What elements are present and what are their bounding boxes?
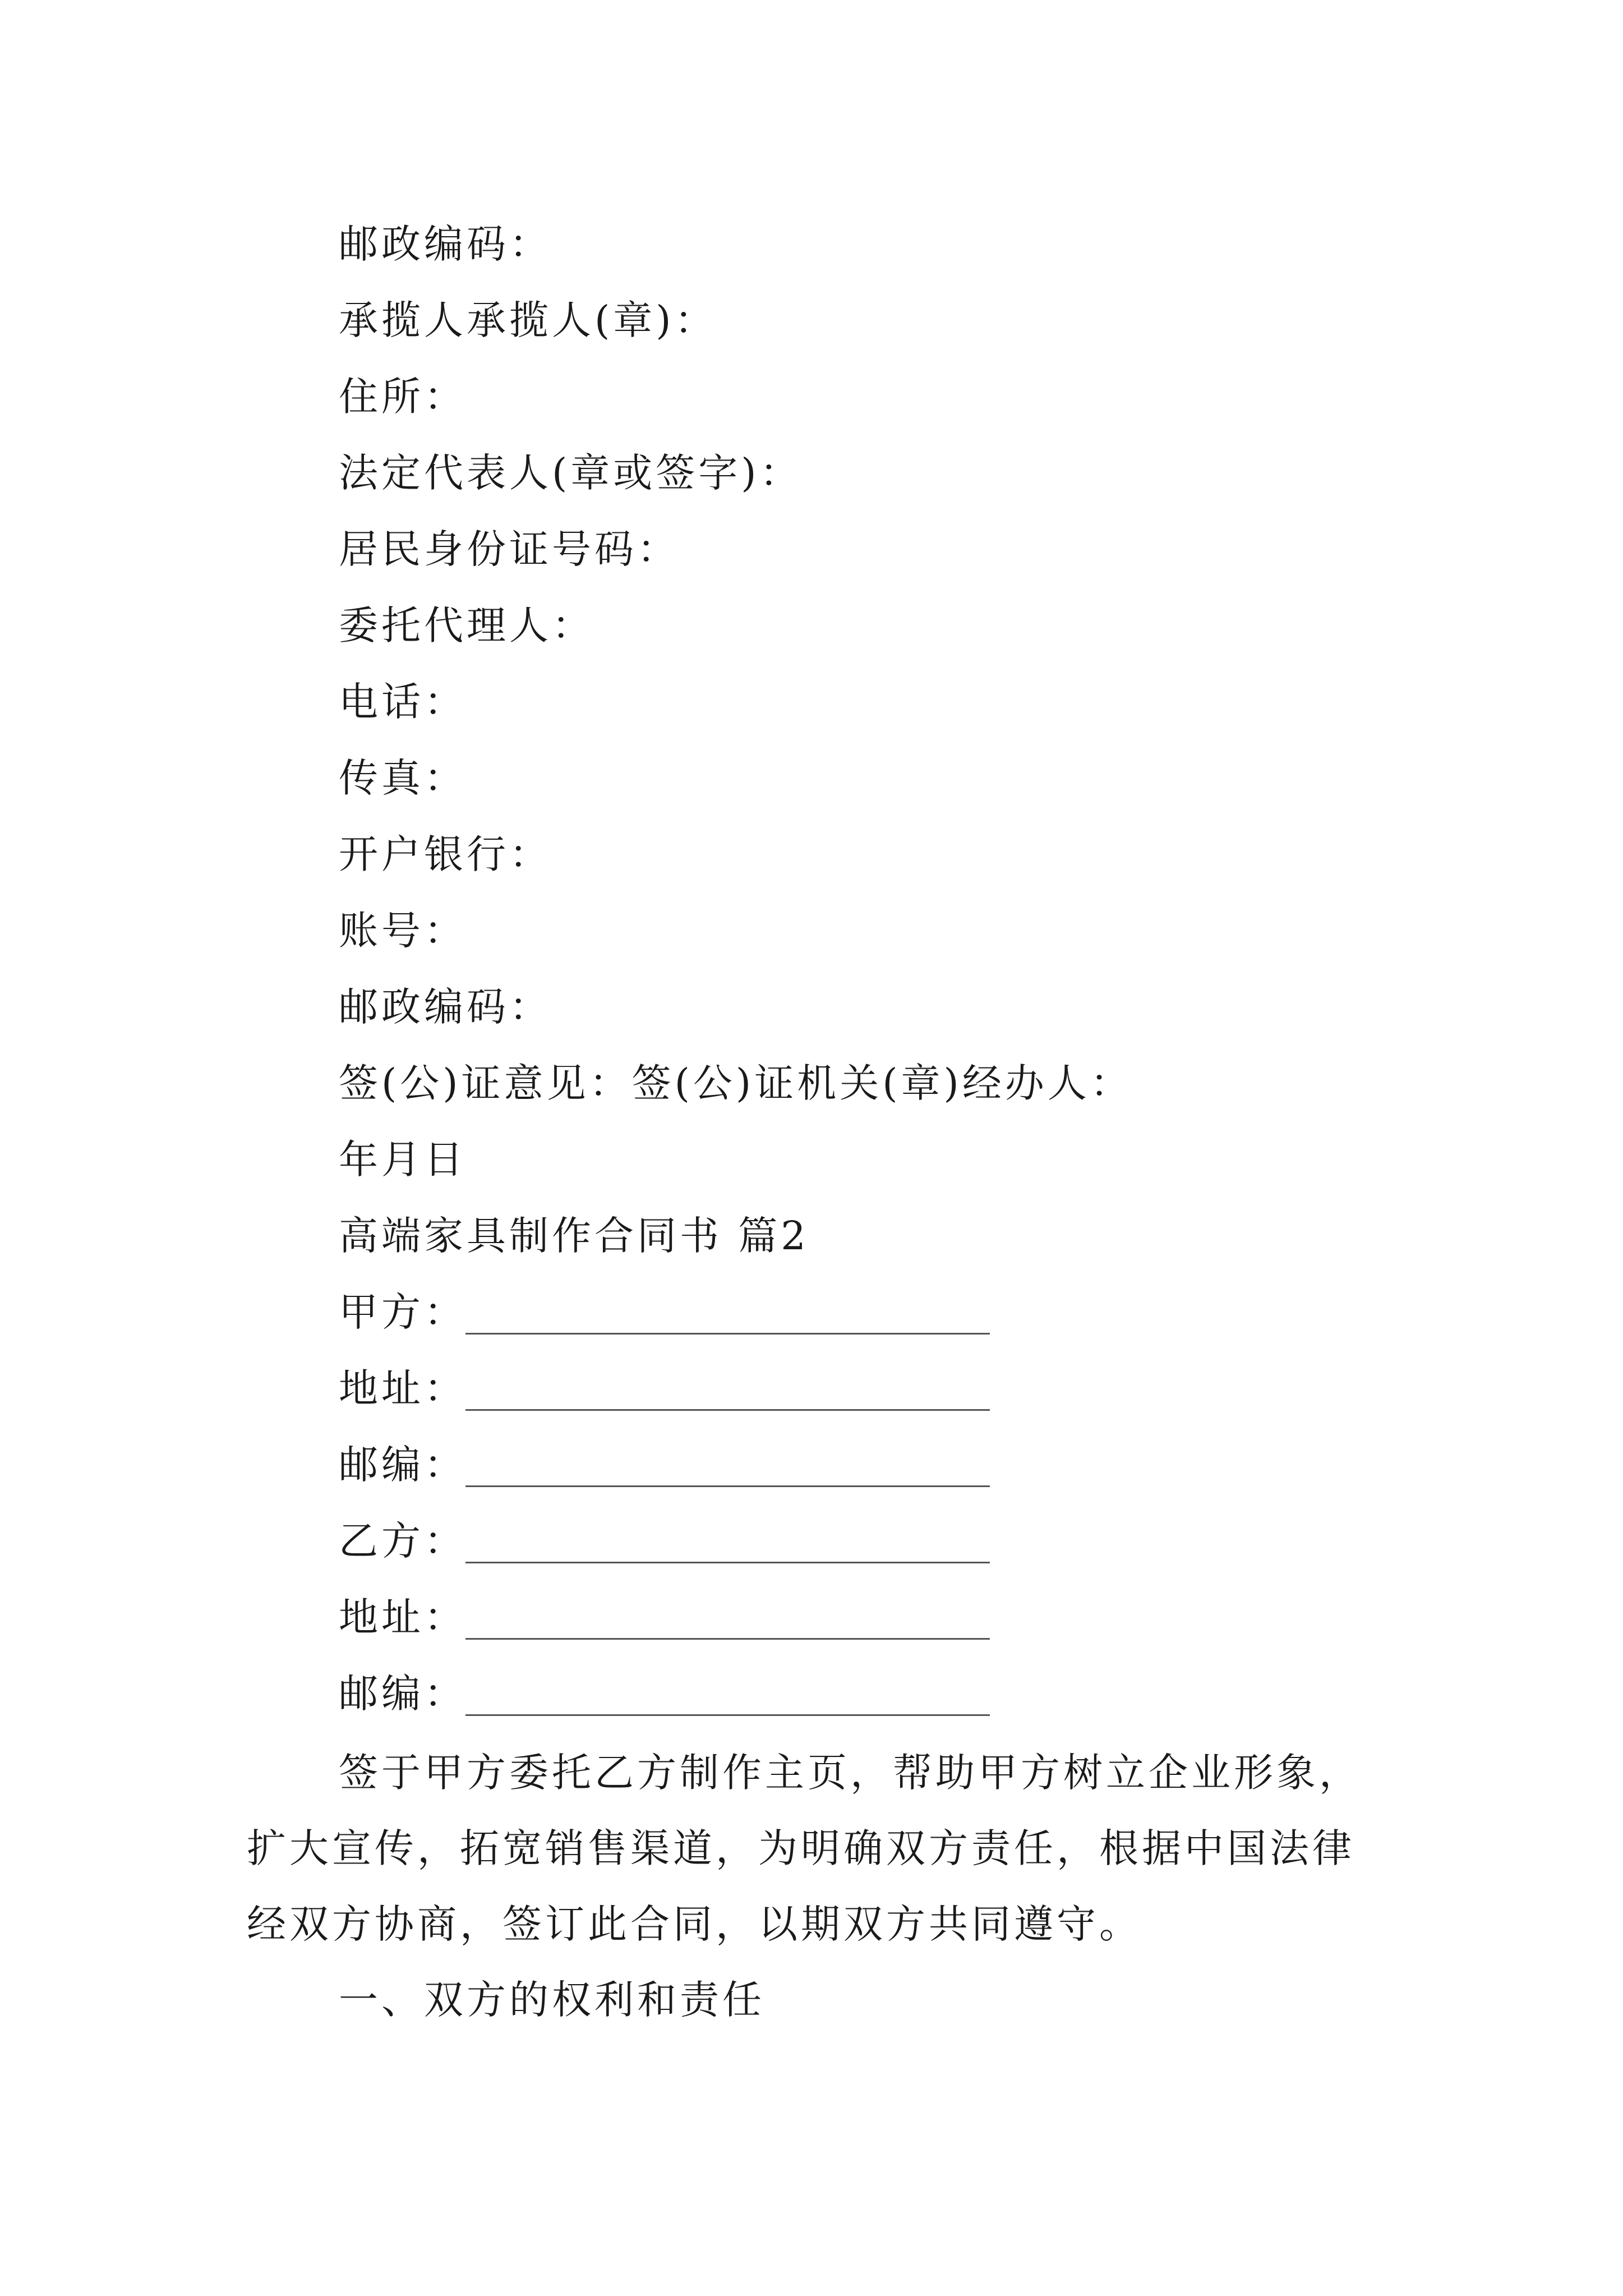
paragraph-line-2: 扩大宣传，拓宽销售渠道，为明确双方责任，根据中国法律 — [247, 1825, 1355, 1871]
party-a-label: 甲方： — [339, 1289, 467, 1335]
party-a-address-blank[interactable] — [465, 1409, 990, 1411]
party-a-blank[interactable] — [465, 1333, 990, 1335]
party-a-address-label: 地址： — [339, 1365, 467, 1411]
id-number-label: 居民身份证号码： — [339, 526, 680, 572]
postal-code-label-1: 邮政编码： — [339, 221, 552, 267]
party-a-postcode-label: 邮编： — [339, 1442, 467, 1488]
party-a-postcode-blank[interactable] — [465, 1485, 990, 1487]
contractor-seal-label: 承揽人承揽人(章)： — [339, 297, 717, 343]
section-heading: 一、双方的权利和责任 — [339, 1977, 765, 2023]
bank-label: 开户银行： — [339, 831, 552, 877]
party-b-blank[interactable] — [465, 1562, 990, 1563]
paragraph-line-3: 经双方协商，签订此合同，以期双方共同遵守。 — [247, 1901, 1142, 1947]
party-b-label: 乙方： — [339, 1518, 467, 1564]
postal-code-label-2: 邮政编码： — [339, 984, 552, 1030]
party-b-address-label: 地址： — [339, 1594, 467, 1640]
notarization-label: 签(公)证意见：签(公)证机关(章)经办人： — [339, 1060, 1133, 1106]
legal-representative-label: 法定代表人(章或签字)： — [339, 450, 803, 496]
address-label: 住所： — [339, 374, 467, 420]
contract-title: 高端家具制作合同书 篇2 — [339, 1213, 809, 1259]
party-b-address-blank[interactable] — [465, 1638, 990, 1640]
paragraph-line-1: 签于甲方委托乙方制作主页，帮助甲方树立企业形象， — [339, 1750, 1362, 1796]
account-label: 账号： — [339, 908, 467, 954]
date-label: 年月日 — [339, 1137, 467, 1182]
agent-label: 委托代理人： — [339, 602, 594, 648]
party-b-postcode-blank[interactable] — [465, 1714, 990, 1716]
party-b-postcode-label: 邮编： — [339, 1671, 467, 1717]
phone-label: 电话： — [339, 679, 467, 725]
fax-label: 传真： — [339, 755, 467, 801]
